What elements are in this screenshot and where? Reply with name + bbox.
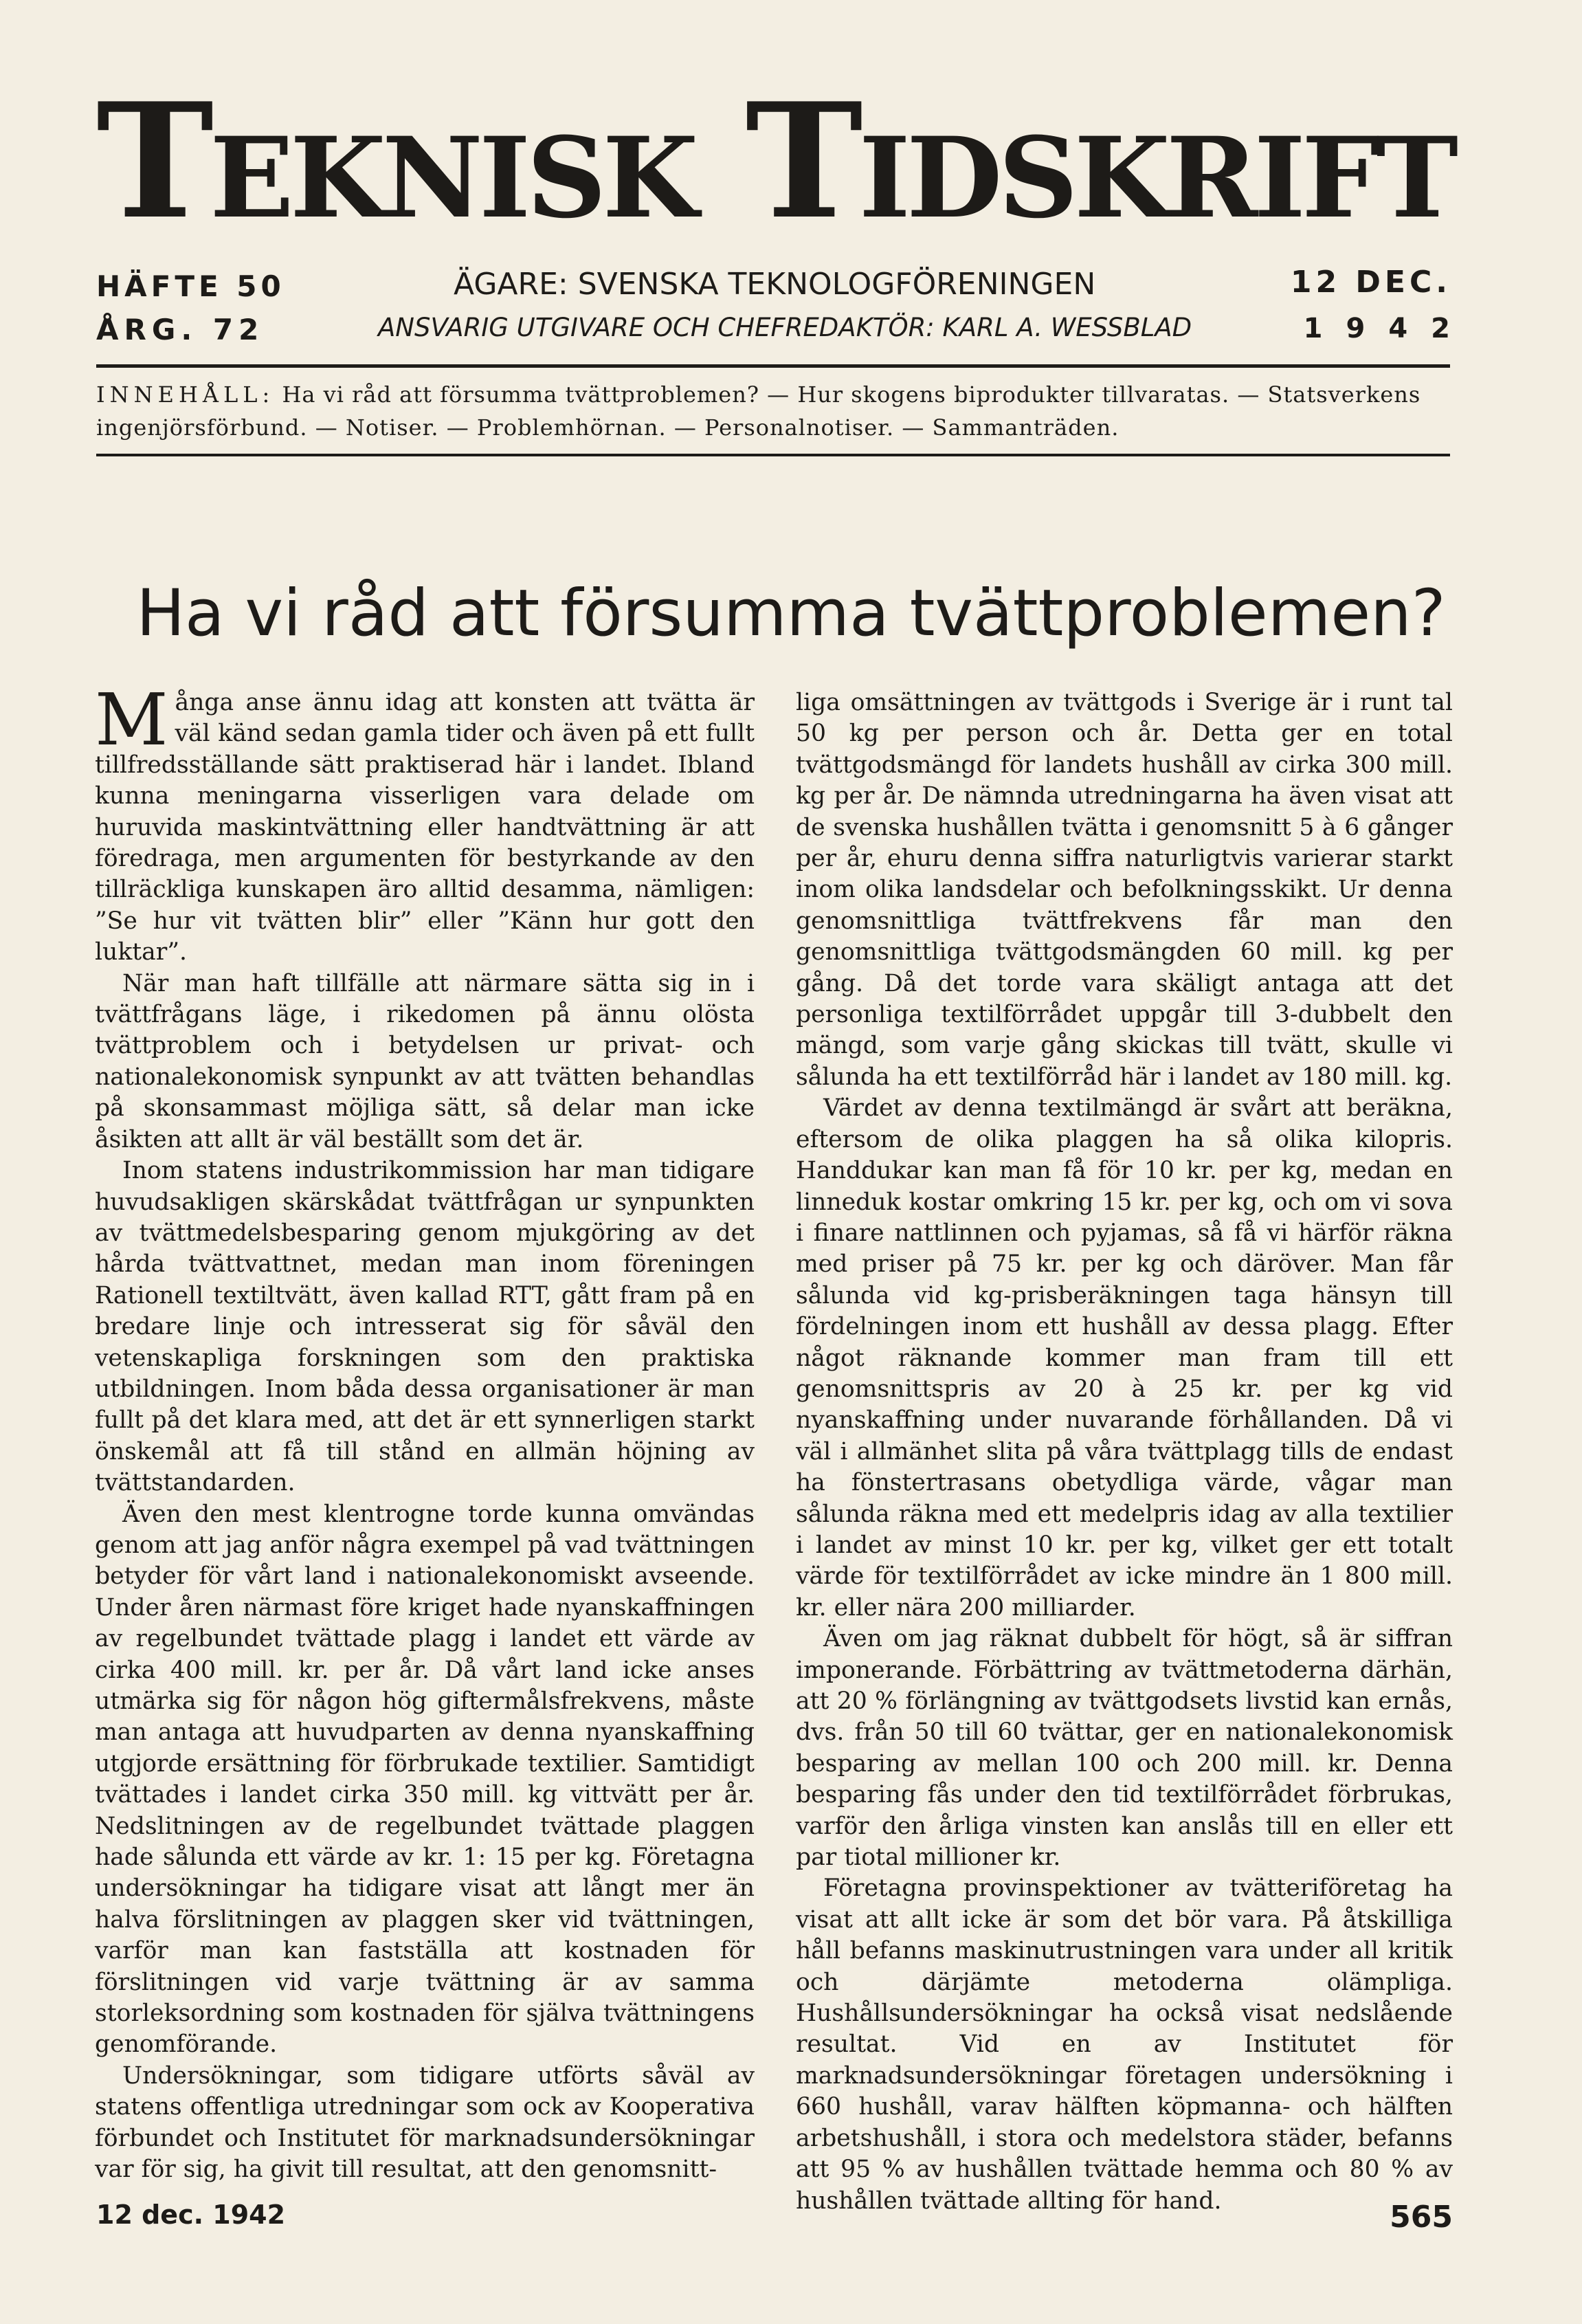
owner-line: ÄGARE: SVENSKA TEKNOLOGFÖRENINGEN [454,267,1096,302]
paragraph: När man haft tillfälle att närmare sätta sig in i tvättfrågans läge, i rikedomen på ännu olösta tvättproblem och i betydelsen ur privat- och nationalekonomisk synpunkt av att tvätten behandlas på skonsammast möjliga sätt, så delar man icke åsikten att allt är väl beställt som det är. [95,969,755,1153]
article-title: Ha vi råd att försumma tvättproblemen? [136,576,1446,651]
issue-date: 12 DEC. [1290,265,1451,300]
contents-text: Ha vi råd att försumma tvättproblemen? — Hur skogens biprodukter tillvaratas. — Statsverkens ingenjörsförbund. — Notiser. — Problemhörnan. — Personalnotiser. — Sammanträden. [96,381,1421,441]
issue-year: 1942 [1303,313,1473,344]
drop-cap: M [95,678,168,762]
masthead-title: Teknisk Tidskrift [96,69,1455,254]
paragraph: Värdet av denna textilmängd är svårt att beräkna, eftersom de olika plaggen ha så olika kilopris. Handdukar kan man få för 10 kr. per kg, medan en linneduk kostar omkring 15 kr. per kg, och om vi sova i finare nattlinnen och pyjamas, så få vi härför räkna med priser på 75 kr. per kg och däröver. Man får sålunda vid kg-prisberäkningen taga hänsyn till fördelningen inom ett hushåll av dessa plagg. Efter något räknande kommer man fram till ett genomsnittspris av 20 à 25 kr. per kg vid nyanskaffning under nuvarande förhållanden. Då vi väl i allmänhet slita på våra tvättplagg tills de endast ha fönstertrasans obetydliga värde, vågar man sålunda räkna med ett medelpris idag av alla textilier i landet av minst 10 kr. per kg, vilket ger ett totalt värde för textilförrådet av icke mindre än 1 800 mill. kr. eller nära 200 milliarder. [796,1094,1453,1622]
paragraph: Inom statens industrikommission har man tidigare huvudsakligen skärskådat tvättfrågan ur synpunkten av tvättmedelsbesparing genom mjukgöring av det hårda tvättvattnet, medan man inom föreningen Rationell textiltvätt, även kallad RTT, gått fram på en bredare linje och intresserat sig för såväl den vetenskapliga forskningen som den praktiska utbildningen. Inom båda dessa organisationer är man fullt på det klara med, att det är ett synnerligen starkt önskemål att få till stånd en allmän höjning av tvättstandarden. [95,1157,755,1497]
paragraph: Företagna provinspektioner av tvätteriföretag ha visat att allt icke är som det bör vara. På åtskilliga håll befanns maskinutrustningen vara under all kritik och därjämte metoderna olämpliga. Hushållsundersökningar ha också visat nedslående resultat. Vid en av Institutet för marknadsundersökningar företagen undersökning i 660 hushåll, varav hälften köpmanna- och hälften arbetshushåll, i stora och medelstora städer, befanns att 95 % av hushållen tvättade hemma och 80 % av hushållen tvättade allting för hand. [796,1874,1453,2215]
article-column-right [796,687,1453,2217]
contents-label: INNEHÅLL: [96,381,275,408]
header-rule-bottom [96,454,1450,456]
paragraph: Även om jag räknat dubbelt för högt, så är siffran imponerande. Förbättring av tvättmetoderna därhän, att 20 % förlängning av tvättgodsets livstid kan ernås, dvs. från 50 till 60 tvättar, ger en nationalekonomisk besparing av mellan 100 och 200 mill. kr. Denna besparing fås under den tid textilförrådet förbrukas, varför den årliga vinsten kan anslås till en eller ett par tiotal millioner kr. [796,1625,1453,1872]
issue-number: HÄFTE 50 [96,269,285,303]
table-of-contents [96,378,1450,444]
paragraph [95,678,755,969]
footer-date: 12 dec. 1942 [96,2200,286,2230]
editor-line: ANSVARIG UTGIVARE OCH CHEFREDAKTÖR: KARL A. WESSBLAD [378,313,1192,342]
paragraph: Även den mest klentrogne torde kunna omvändas genom att jag anför några exempel på vad tvättningen betyder för vårt land i nationalekonomiskt avseende. Under åren närmast före kriget hade nyanskaffningen av regelbundet tvättade plagg i landet ett värde av cirka 400 mill. kr. per år. Då vårt land icke anses utmärka sig för någon hög giftermålsfrekvens, måste man antaga att huvudparten av denna nyanskaffning utgjorde ersättning för förbrukade textilier. Samtidigt tvättades i landet cirka 350 mill. kg vittvätt per år. Nedslitningen av de regelbundet tvättade plaggen hade sålunda ett värde av kr. 1: 15 per kg. Företagna undersökningar ha tidigare visat att långt mer än halva förslitningen av plaggen sker vid tvättningen, varför man kan fastställa att kostnaden för förslitningen vid varje tvättning är av samma storleksordning som kostnaden för själva tvättningens genomförande. [95,1500,755,2059]
volume-number: ÅRG. 72 [96,313,265,346]
header-rule-top [96,364,1450,368]
article-column-left [95,678,755,2186]
page-number: 565 [1390,2200,1453,2235]
paragraph: liga omsättningen av tvättgods i Sverige är i runt tal 50 kg per person och år. Detta ger en total tvättgodsmängd för landets hushåll av cirka 300 mill. kg per år. De nämnda utredningarna ha även visat att de svenska hushållen tvätta i genomsnitt 5 à 6 gånger per år, ehuru denna siffra naturligtvis varierar starkt inom olika landsdelar och befolkningsskikt. Ur denna genomsnittliga tvättfrekvens får man den genomsnittliga tvättgodsmängden 60 mill. kg per gång. Då det torde vara skäligt antaga att det personliga textilförrådet uppgår till 3-dubbelt den mängd, som varje gång skickas till tvätt, skulle vi sålunda ha ett textilförråd här i landet av 180 mill. kg. [796,689,1453,1091]
paragraph-text: ånga anse ännu idag att konsten att tvätta är väl känd sedan gamla tider och även på ett fullt tillfredsställande sätt praktiserad här i landet. Ibland kunna meningarna visserligen vara delade om huruvida maskintvättning eller handtvättning är att föredraga, men argumenten för bestyrkande av den tillräckliga kunskapen äro alltid desamma, nämligen: ”Se hur vit tvätten blir” eller ”Känn hur gott den luktar”. [95,689,755,966]
paragraph: Undersökningar, som tidigare utförts såväl av statens offentliga utredningar som ock av Kooperativa förbundet och Institutet för marknadsundersökningar var för sig, ha givit till resultat, att den genomsnitt- [95,2061,755,2184]
